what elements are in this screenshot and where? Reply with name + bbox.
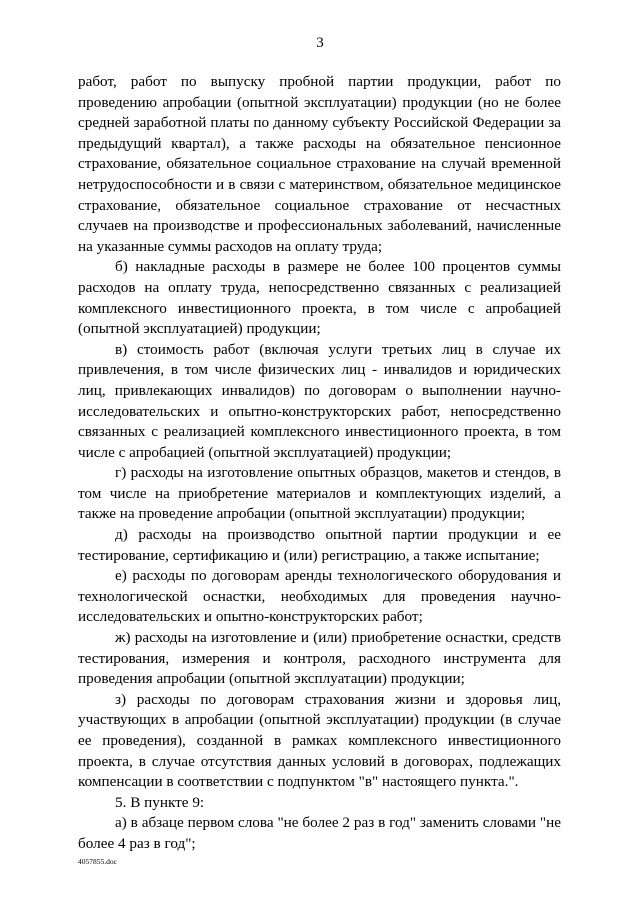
paragraph-point-5: 5. В пункте 9:: [115, 793, 205, 811]
page-number: 3: [316, 35, 324, 51]
paragraph-item-v: в) стоимость работ (включая услуги третьих лиц в случае их привлечения, в том числе физических лиц - инвалидов и юридических лиц, привлекающих инвалидов) по договорам о выполнении научно-исследовательских и опытно-конструкторских работ, непосредственно связанных с реализацией комплексного инвестиционного проекта, в том числе с апробацией (опытной эксплуатацией) продукции;: [78, 340, 561, 461]
paragraph-item-e: е) расходы по договорам аренды технологического оборудования и технологической оснастки, необходимых для проведения научно-исследовательских и опытно-конструкторских работ;: [78, 567, 561, 626]
paragraph-item-b: б) накладные расходы в размере не более 100 процентов суммы расходов на оплату труда, непосредственно связанных с реализацией комплексного инвестиционного проекта, в том числе с апробацией (опытной эксплуатацией) продукции;: [78, 258, 561, 338]
paragraph-item-zh: ж) расходы на изготовление и (или) приобретение оснастки, средств тестирования, измерения и контроля, расходного инструмента для проведения апробации (опытной эксплуатации) продукции;: [78, 629, 561, 688]
paragraph-item-d: д) расходы на производство опытной партии продукции и ее тестирование, сертификацию и (или) регистрацию, а также испытание;: [78, 526, 561, 564]
paragraph-item-a: а) в абзаце первом слова "не более 2 раз в год" заменить словами "не более 4 раз в год";: [78, 814, 561, 852]
paragraph-1: работ, работ по выпуску пробной партии продукции, работ по проведению апробации (опытной эксплуатации) продукции (но не более средней заработной платы по данному субъекту Российской Федерации за предыдущий квартал), а также расходы на обязательное пенсионное страхование, обязательное социальное страхование на случай временной нетрудоспособности и в связи с материнством, обязательное медицинское страхование, обязательное социальное страхование от несчастных случаев на производстве и профессиональных заболеваний, начисленные на указанные суммы расходов на оплату труда;: [78, 73, 561, 255]
footer-filename: 4057855.doc: [78, 857, 117, 866]
paragraph-item-g: г) расходы на изготовление опытных образцов, макетов и стендов, в том числе на приобретение материалов и комплектующих изделий, а также на проведение апробации (опытной эксплуатации) продукции;: [78, 464, 561, 523]
document-body: [78, 72, 561, 855]
paragraph-item-z: з) расходы по договорам страхования жизни и здоровья лиц, участвующих в апробации (опытной эксплуатации) продукции (в случае ее проведения), созданной в рамках комплексного инвестиционного проекта, в случае отсутствия данных условий в договорах, подлежащих компенсации в соответствии с подпунктом "в" настоящего пункта.".: [78, 690, 561, 791]
